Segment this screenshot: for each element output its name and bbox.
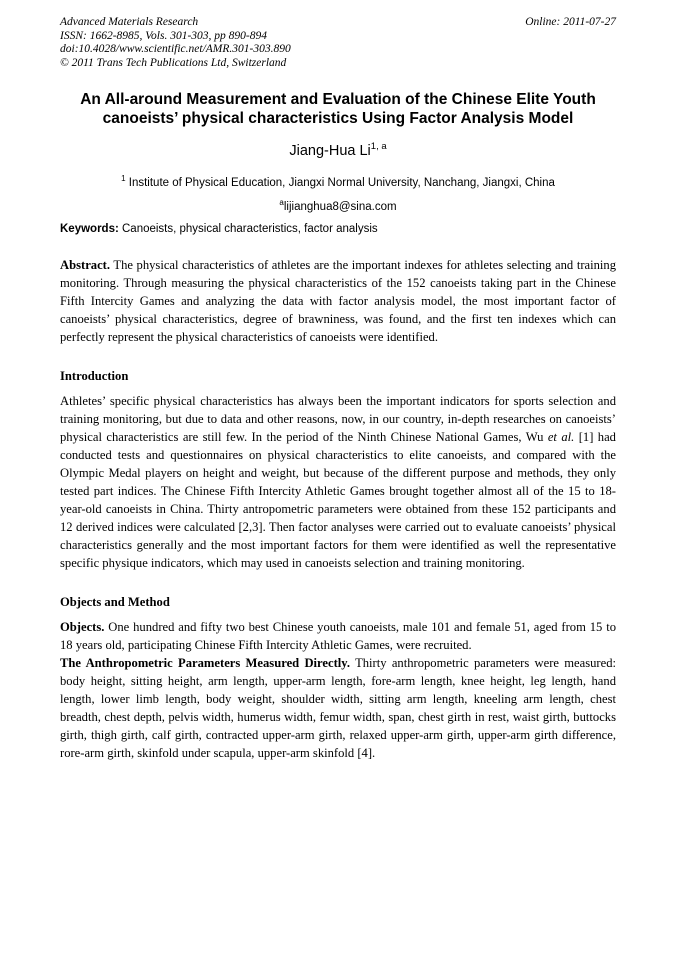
keywords-text: Canoeists, physical characteristics, factor analysis xyxy=(118,223,378,236)
email-superscript: a xyxy=(279,197,284,207)
journal-header-left xyxy=(60,16,291,70)
doi-line: doi:10.4028/www.scientific.net/AMR.301-303.890 xyxy=(60,43,291,55)
online-date: Online: 2011-07-27 xyxy=(525,16,616,28)
affiliation-line xyxy=(60,174,616,189)
paper-title: An All-around Measurement and Evaluation of the Chinese Elite Youth canoeists’ physical characteristics Using Factor Analysis Model xyxy=(80,91,596,127)
affiliation-text: Institute of Physical Education, Jiangxi Normal University, Nanchang, Jiangxi, China xyxy=(125,176,555,189)
email-address: lijianghua8@sina.com xyxy=(283,200,397,213)
keywords-label: Keywords: xyxy=(60,223,119,236)
et-al-italic: et al. xyxy=(547,430,575,445)
abstract-label: Abstract. xyxy=(60,258,111,273)
introduction-text-1: Athletes’ specific physical characteristics has always been the important indicators for sports selection and training monitoring, but due to data and other reasons, now, in our country, in-depth researches on canoeists’ physical characteristics are still few. In the period of the Ninth Chinese National Games, Wu xyxy=(60,394,616,445)
journal-header xyxy=(60,16,616,70)
introduction-text-2: [1] had conducted tests and questionnaires on physical characteristics to elite canoeists, and compared with the Olympic Medal players on height and weight, but because of the different purpose and methods, they only tested part indices. The Chinese Fifth Intercity Athletic Games brought together almost all of the 15 to 18-year-old canoeists in China. Thirty antropometric parameters were obtained from these 152 participants and 12 derived indices were calculated [2,3]. Then factor analyses were carried out to evaluate canoeists’ physical characteristics generally and the most important factors for them were identified as well the representative specific physique indicators, which may used in canoeists selection and training monitoring. xyxy=(60,430,616,571)
email-line xyxy=(60,198,616,213)
journal-name: Advanced Materials Research xyxy=(60,16,199,28)
section-heading-objects-method: Objects and Method xyxy=(60,595,170,610)
objects-paragraph xyxy=(60,618,616,654)
author-name: Jiang-Hua Li xyxy=(289,142,371,159)
anthropometric-label: The Anthropometric Parameters Measured Directly. xyxy=(60,656,351,671)
introduction-paragraph xyxy=(60,392,616,572)
abstract-text: The physical characteristics of athletes are the important indexes for athletes selecting and training monitoring. Through measuring the physical characteristics of the 152 canoeists taking part in the Chinese Fifth Intercity Games and analyzing the data with factor analysis model, the most important factor of canoeists’ physical characteristics, degree of brawniness, was found, and the first ten indexes which can perfectly represent the physical characteristics of canoeists were identified. xyxy=(60,258,616,345)
section-heading-introduction: Introduction xyxy=(60,369,129,384)
objects-text: One hundred and fifty two best Chinese youth canoeists, male 101 and female 51, aged from 15 to 18 years old, participating Chinese Fifth Intercity Athletic Games, were recruited. xyxy=(60,620,616,653)
abstract-paragraph xyxy=(60,256,616,346)
author-line xyxy=(60,141,616,159)
author-superscript: 1, a xyxy=(370,141,387,152)
objects-label: Objects. xyxy=(60,620,105,635)
anthropometric-paragraph xyxy=(60,654,616,762)
keywords-line xyxy=(60,223,616,235)
issn-line: ISSN: 1662-8985, Vols. 301-303, pp 890-894 xyxy=(60,29,267,42)
anthropometric-text: Thirty anthropometric parameters were measured: body height, sitting height, arm length, upper-arm length, fore-arm length, knee height, leg length, hand length, lower limb length, body weight, shoulder width, sitting arm length, kneeling arm length, chest breadth, chest depth, pelvis width, humerus width, femur width, span, chest girth in rest, waist girth, buttocks girth, thigh girth, calf girth, contracted upper-arm girth, relaxed upper-arm girth, upper-arm girth difference, rore-arm girth, skinfold under scapula, upper-arm skinfold [4]. xyxy=(60,656,617,761)
affiliation-superscript: 1 xyxy=(121,173,126,183)
copyright-line: © 2011 Trans Tech Publications Ltd, Switzerland xyxy=(60,56,287,69)
